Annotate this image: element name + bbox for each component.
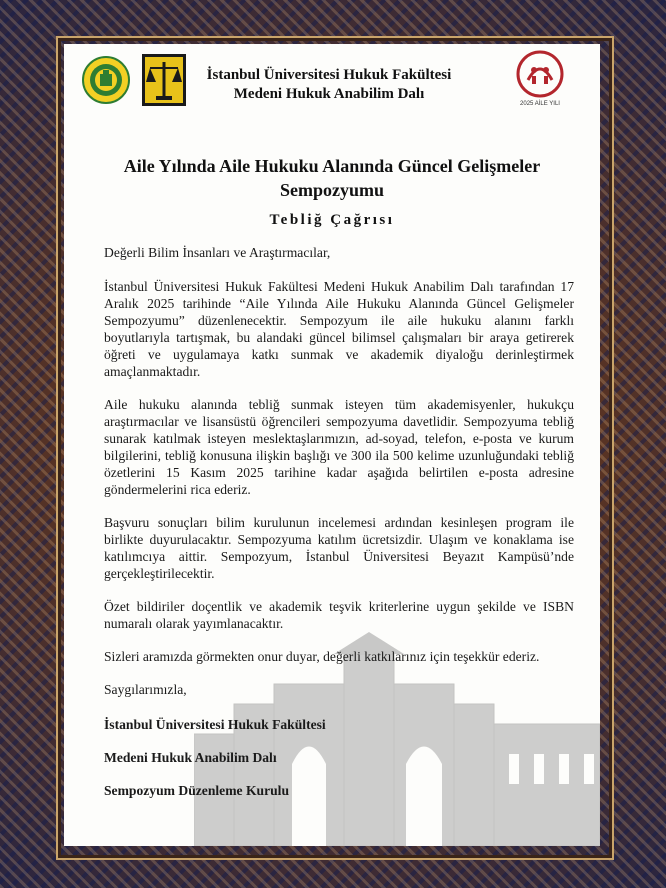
signature-line-1: İstanbul Üniversitesi Hukuk Fakültesi: [104, 717, 326, 732]
paragraph-invitation: Aile hukuku alanında tebliğ sunmak isteyen tüm akademisyenler, hukukçu araştırmacılar ve lisansüstü öğrencileri sempozyuma davetlidir. Sempozyuma tebliğ sunarak katılmak isteyen meslektaşlarımızın, ad-soyad, telefon, e-posta ve kurum bilgilerini, tebliğ konusuna ilişkin başlığı ve 300 ila 500 kelime uzunluğundaki tebliğ özetlerini 15 Kasım 2025 tarihine kadar aşağıda belirtilen e-posta adresine göndermelerini rica ederiz.: [104, 397, 574, 497]
family-year-2025-logo-icon: [512, 50, 568, 108]
symposium-title: Aile Yılında Aile Hukuku Alanında Güncel Gelişmeler Sempozyumu: [123, 156, 541, 200]
istanbul-university-seal-icon: [82, 56, 130, 104]
family-year-logo-text: 2025 AİLE YILI: [520, 101, 560, 107]
header-line-1: İstanbul Üniversitesi Hukuk Fakültesi: [206, 67, 452, 83]
paragraph-intro: İstanbul Üniversitesi Hukuk Fakültesi Medeni Hukuk Anabilim Dalı tarafından 17 Aralık 2025 tarihinde “Aile Yılında Aile Hukuku Alanında Güncel Gelişmeler Sempozyumu” düzenlenecektir. Sempozyum ile aile hukuku alanını farklı boyutlarıyla tartışmak, bu alandaki güncel bilimsel çalışmaları bir araya getirerek öğreti ve uygulamaya katkı sunmak ve akademik diyaloğu derinleştirmek amaçlanmaktadır.: [104, 279, 574, 379]
paragraph-logistics: Başvuru sonuçları bilim kurulunun incelemesi ardından kesinleşen program ile birlikte duyurulacaktır. Sempozyuma katılım ücretsizdir. Ulaşım ve konaklama ise katılımcıya aittir. Sempozyum, İstanbul Üniversitesi Beyazıt Kampüsü’nde gerçekleştirilecektir.: [104, 515, 574, 581]
signature-block: [104, 716, 574, 799]
law-faculty-logo-icon: [142, 54, 186, 106]
signature-line-3: Sempozyum Düzenleme Kurulu: [104, 783, 290, 798]
signature-line-2: Medeni Hukuk Anabilim Dalı: [104, 750, 277, 765]
paragraph-thanks: Sizleri aramızda görmekten onur duyar, değerli katkılarınız için teşekkür ederiz.: [104, 649, 540, 664]
institution-header: [194, 66, 464, 104]
header-line-2: Medeni Hukuk Anabilim Dalı: [233, 86, 425, 102]
document-page: [64, 44, 600, 846]
paragraph-publication: Özet bildiriler doçentlik ve akademik teşvik kriterlerine uygun şekilde ve ISBN numaralı olarak yayımlanacaktır.: [104, 599, 574, 631]
closing: Saygılarımızla,: [104, 682, 187, 697]
greeting: Değerli Bilim İnsanları ve Araştırmacılar,: [104, 245, 331, 260]
letter-body: [104, 244, 574, 815]
call-for-papers-heading: Tebliğ Çağrısı: [269, 212, 395, 228]
